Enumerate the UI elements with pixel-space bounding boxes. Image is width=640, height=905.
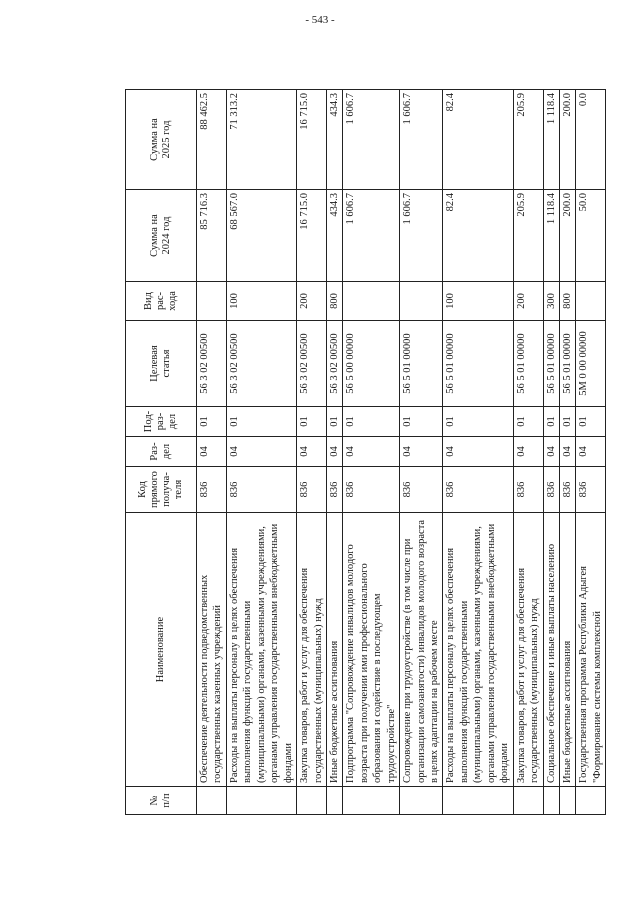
- cell-sum2025: 16 715.0: [297, 90, 327, 190]
- cell-sum2024: 1 606.7: [343, 190, 400, 282]
- cell-name: Закупка товаров, работ и услуг для обеспечения государственных (муниципальных) нужд: [513, 513, 543, 787]
- page-number: - 543 -: [305, 14, 335, 26]
- header-sum2024: Сумма на 2024 год: [126, 190, 197, 282]
- rotated-table-container: [125, 90, 630, 815]
- cell-podrazdel: 01: [197, 407, 227, 437]
- cell-sum2024: 68 567.0: [226, 190, 296, 282]
- cell-sum2025: 71 313.2: [226, 90, 296, 190]
- header-podrazdel: Под- раз- дел: [126, 407, 197, 437]
- cell-razdel: 04: [343, 437, 400, 467]
- cell-sum2024: 434.3: [326, 190, 342, 282]
- cell-code: 836: [443, 467, 513, 513]
- cell-target: 56 3 02 00500: [226, 321, 296, 407]
- table-row: [543, 90, 559, 815]
- cell-razdel: 04: [326, 437, 342, 467]
- cell-sum2024: 200.0: [559, 190, 575, 282]
- header-vid: Вид рас- хода: [126, 282, 197, 321]
- cell-code: 836: [559, 467, 575, 513]
- header-code: Код прямого получа- теля: [126, 467, 197, 513]
- cell-razdel: 04: [559, 437, 575, 467]
- cell-sum2025: 1 606.7: [343, 90, 400, 190]
- cell-target: 56 5 01 00000: [543, 321, 559, 407]
- cell-vid: 100: [443, 282, 513, 321]
- cell-sum2024: 1 118.4: [543, 190, 559, 282]
- cell-code: 836: [400, 467, 443, 513]
- cell-razdel: 04: [226, 437, 296, 467]
- table-row: [576, 90, 606, 815]
- table-row: [326, 90, 342, 815]
- cell-name: Сопровождение при трудоустройстве (в том числе при организации самозанятости) инвалидов молодого возраста в целях адаптации на рабочем месте: [400, 513, 443, 787]
- cell-num: [226, 787, 296, 815]
- cell-vid: 100: [226, 282, 296, 321]
- cell-code: 836: [226, 467, 296, 513]
- cell-podrazdel: 01: [226, 407, 296, 437]
- cell-target: 56 5 01 00000: [443, 321, 513, 407]
- table-row: [443, 90, 513, 815]
- cell-vid: 200: [297, 282, 327, 321]
- cell-num: [513, 787, 543, 815]
- cell-podrazdel: 01: [543, 407, 559, 437]
- cell-sum2024: 50.0: [576, 190, 606, 282]
- cell-num: [543, 787, 559, 815]
- cell-vid: 800: [326, 282, 342, 321]
- cell-razdel: 04: [543, 437, 559, 467]
- table-row: [343, 90, 400, 815]
- cell-sum2025: 1 118.4: [543, 90, 559, 190]
- cell-sum2025: 1 606.7: [400, 90, 443, 190]
- cell-sum2025: 0.0: [576, 90, 606, 190]
- cell-num: [400, 787, 443, 815]
- cell-sum2024: 1 606.7: [400, 190, 443, 282]
- cell-podrazdel: 01: [559, 407, 575, 437]
- cell-sum2024: 82.4: [443, 190, 513, 282]
- cell-vid: 800: [559, 282, 575, 321]
- cell-vid: [576, 282, 606, 321]
- cell-podrazdel: 01: [297, 407, 327, 437]
- cell-num: [559, 787, 575, 815]
- cell-podrazdel: 01: [513, 407, 543, 437]
- table-row: [559, 90, 575, 815]
- cell-code: 836: [297, 467, 327, 513]
- cell-podrazdel: 01: [576, 407, 606, 437]
- cell-sum2024: 16 715.0: [297, 190, 327, 282]
- cell-vid: [197, 282, 227, 321]
- cell-num: [343, 787, 400, 815]
- cell-sum2025: 205.9: [513, 90, 543, 190]
- cell-code: 836: [343, 467, 400, 513]
- cell-sum2025: 82.4: [443, 90, 513, 190]
- cell-podrazdel: 01: [326, 407, 342, 437]
- cell-razdel: 04: [576, 437, 606, 467]
- table-row: [197, 90, 227, 815]
- cell-razdel: 04: [400, 437, 443, 467]
- cell-code: 836: [326, 467, 342, 513]
- cell-razdel: 04: [443, 437, 513, 467]
- cell-num: [297, 787, 327, 815]
- cell-name: Закупка товаров, работ и услуг для обеспечения государственных (муниципальных) нужд: [297, 513, 327, 787]
- table-row: [226, 90, 296, 815]
- cell-code: 836: [197, 467, 227, 513]
- header-razdel: Раз- дел: [126, 437, 197, 467]
- table-row: [400, 90, 443, 815]
- header-target: Целевая статья: [126, 321, 197, 407]
- cell-target: 56 5 01 00000: [559, 321, 575, 407]
- cell-code: 836: [576, 467, 606, 513]
- header-row: [126, 90, 197, 815]
- cell-sum2024: 205.9: [513, 190, 543, 282]
- cell-name: Иные бюджетные ассигнования: [559, 513, 575, 787]
- cell-name: Социальное обеспечение и иные выплаты населению: [543, 513, 559, 787]
- cell-razdel: 04: [297, 437, 327, 467]
- cell-target: 56 3 02 00500: [297, 321, 327, 407]
- cell-name: Государственная программа Республики Адыгея "Формирование системы комплексной: [576, 513, 606, 787]
- cell-name: Иные бюджетные ассигнования: [326, 513, 342, 787]
- cell-vid: [343, 282, 400, 321]
- cell-num: [326, 787, 342, 815]
- cell-name: Обеспечение деятельности подведомственных государственных казенных учреждений: [197, 513, 227, 787]
- cell-target: 56 3 02 00500: [326, 321, 342, 407]
- cell-sum2025: 200.0: [559, 90, 575, 190]
- cell-podrazdel: 01: [343, 407, 400, 437]
- cell-name: Подпрограмма "Сопровождение инвалидов молодого возраста при получении ими профессионального образования и содействие в последующем трудоустройстве": [343, 513, 400, 787]
- cell-podrazdel: 01: [400, 407, 443, 437]
- cell-name: Расходы на выплаты персоналу в целях обеспечения выполнения функций государственными (муниципальными) органами, казенными учреждениями, органами управления государственными внебюджетными фондами: [226, 513, 296, 787]
- cell-target: 56 5 00 00000: [343, 321, 400, 407]
- table-row: [297, 90, 327, 815]
- cell-sum2024: 85 716.3: [197, 190, 227, 282]
- cell-num: [576, 787, 606, 815]
- cell-podrazdel: 01: [443, 407, 513, 437]
- budget-table: [125, 89, 606, 815]
- cell-num: [443, 787, 513, 815]
- cell-target: 5М 0 00 00000: [576, 321, 606, 407]
- header-sum2025: Сумма на 2025 год: [126, 90, 197, 190]
- cell-sum2025: 88 462.5: [197, 90, 227, 190]
- cell-sum2025: 434.3: [326, 90, 342, 190]
- cell-target: 56 5 01 00000: [513, 321, 543, 407]
- cell-code: 836: [513, 467, 543, 513]
- cell-vid: [400, 282, 443, 321]
- cell-name: Расходы на выплаты персоналу в целях обеспечения выполнения функций государственными (муниципальными) органами, казенными учреждениями, органами управления государственными внебюджетными фондами: [443, 513, 513, 787]
- cell-razdel: 04: [197, 437, 227, 467]
- cell-vid: 300: [543, 282, 559, 321]
- table-row: [513, 90, 543, 815]
- header-name: Наименование: [126, 513, 197, 787]
- header-num: № п/п: [126, 787, 197, 815]
- cell-code: 836: [543, 467, 559, 513]
- cell-num: [197, 787, 227, 815]
- cell-razdel: 04: [513, 437, 543, 467]
- cell-vid: 200: [513, 282, 543, 321]
- cell-target: 56 3 02 00500: [197, 321, 227, 407]
- cell-target: 56 5 01 00000: [400, 321, 443, 407]
